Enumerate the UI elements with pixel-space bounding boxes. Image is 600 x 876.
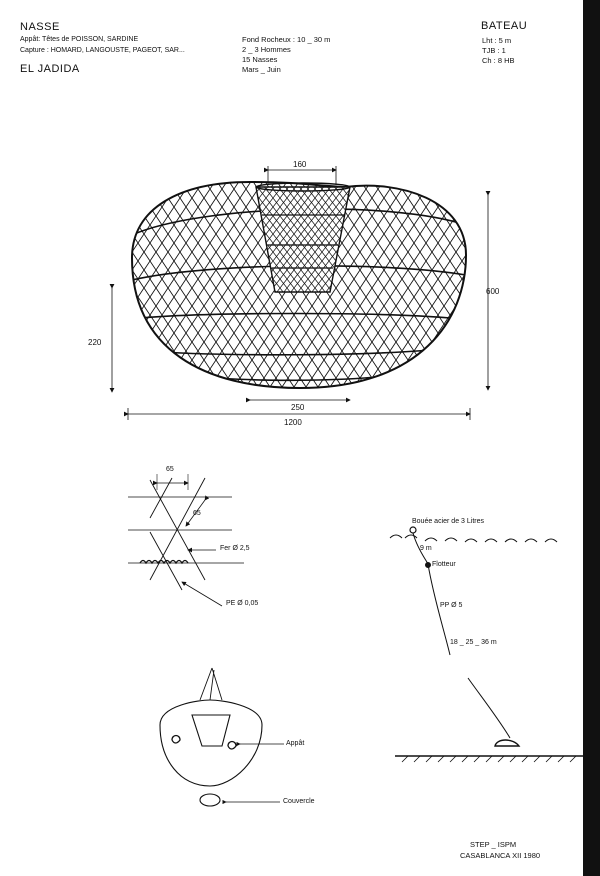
footer-place-date: CASABLANCA XII 1980 [460, 851, 541, 860]
length-label: 18 _ 25 _ 36 m [450, 639, 497, 646]
season: Mars _ Juin [242, 65, 281, 74]
section-bait-label: Appât [286, 740, 305, 747]
bottom-type: Fond Rocheux : 10 _ 30 m [242, 35, 331, 44]
trap-count: 15 Nasses [242, 55, 278, 64]
bait-line: Appât: Têtes de POISSON, SARDINE [20, 36, 139, 43]
dim-top-label: 160 [293, 160, 307, 169]
title: NASSE [20, 21, 60, 33]
buoy-label: Bouée acier de 3 Litres [412, 518, 484, 525]
mesh-dim-b: 65 [193, 510, 201, 517]
depth-label: 9 m [420, 545, 432, 552]
float-shape [426, 563, 431, 568]
boat-power: Ch : 8 HB [482, 56, 515, 65]
boat-title: BATEAU [481, 20, 528, 32]
dim-width-label: 1200 [284, 418, 302, 427]
rope-label: PP Ø 5 [440, 602, 463, 609]
wire-label: Fer Ø 2,5 [220, 545, 250, 552]
trap-on-seabed [495, 740, 519, 746]
page-edge-shadow [583, 0, 600, 876]
mesh-detail [128, 474, 244, 606]
crew: 2 _ 3 Hommes [242, 45, 291, 54]
float-label: Flotteur [432, 561, 456, 568]
dim-base-label: 250 [291, 403, 305, 412]
trap-section [160, 668, 284, 806]
net-label: PE Ø 0,05 [226, 600, 259, 607]
section-lid-label: Couvercle [283, 798, 315, 805]
boat-length: Lht : 5 m [482, 36, 512, 45]
mesh-dim-a: 65 [166, 466, 174, 473]
buoy-shape [410, 527, 416, 533]
location: EL JADIDA [20, 63, 80, 75]
catch-line: Capture : HOMARD, LANGOUSTE, PAGEOT, SAR... [20, 47, 185, 54]
footer-org: STEP _ ISPM [470, 840, 517, 849]
dim-left-label: 220 [88, 338, 102, 347]
dim-height-label: 600 [486, 287, 500, 296]
boat-tjb: TJB : 1 [482, 46, 506, 55]
